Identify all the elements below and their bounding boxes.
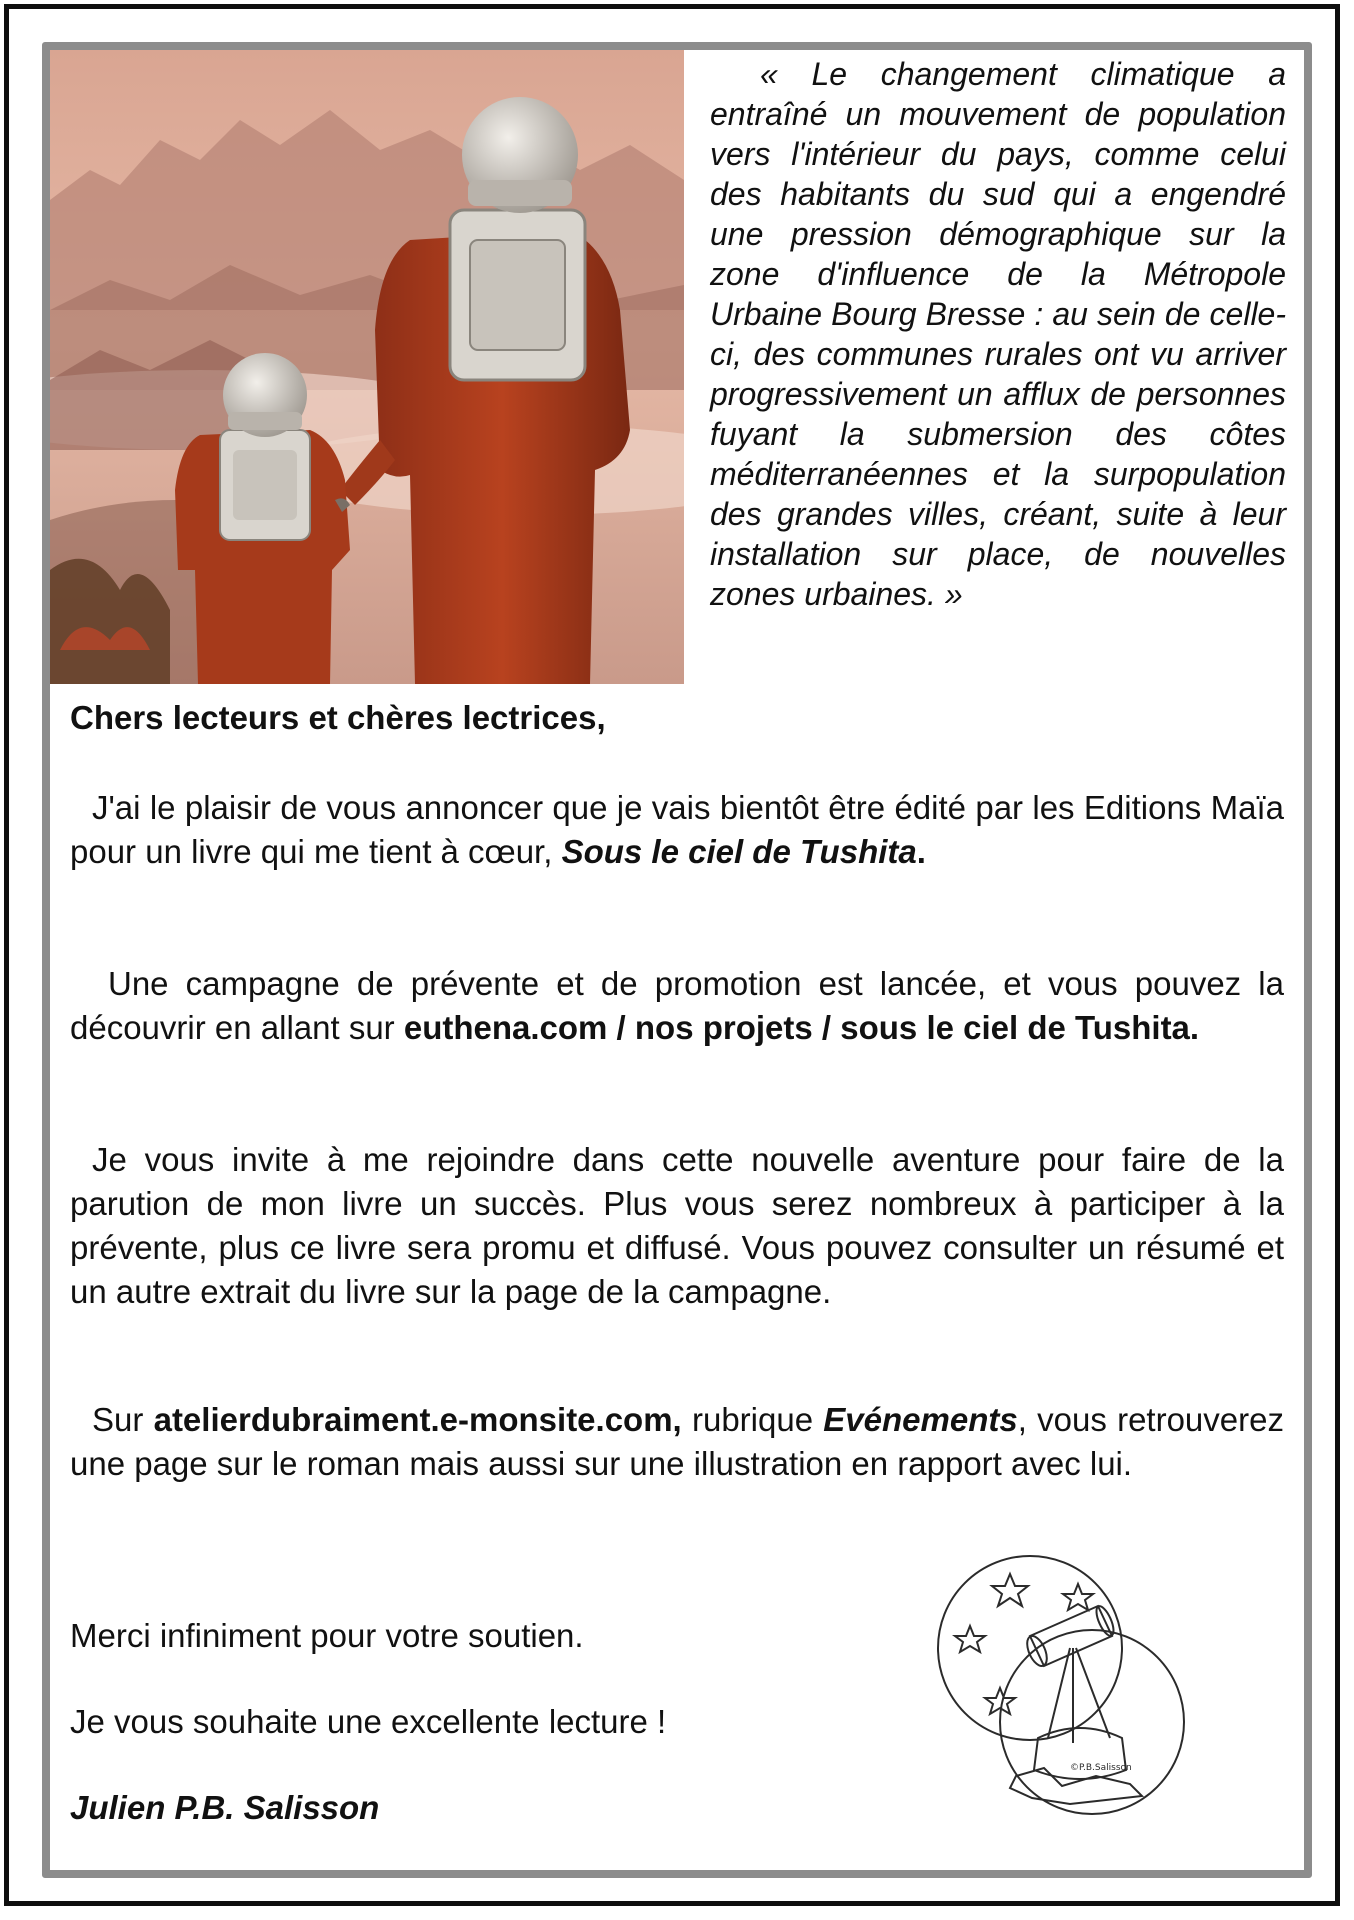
events-section: Evénements xyxy=(823,1401,1018,1438)
announcement-paragraph xyxy=(70,786,1284,874)
greeting: Chers lecteurs et chères lectrices, xyxy=(70,699,606,736)
thanks-line: Merci infiniment pour votre soutien. xyxy=(70,1617,584,1654)
campaign-text: Une campagne de prévente et de promotion est lancée, et vous pouvez la découvrir en allant sur xyxy=(70,965,1284,1046)
campaign-link[interactable]: euthena.com / nos projets / sous le ciel de Tushita. xyxy=(403,1009,1200,1046)
website-prefix: Sur xyxy=(92,1401,154,1438)
announcement-end: . xyxy=(916,833,926,870)
announcement-text: J'ai le plaisir de vous annoncer que je vais bientôt être édité par les Editions Maïa pour un livre qui me tient à cœur, xyxy=(70,789,1284,870)
website-link[interactable]: atelierdubraiment.e-monsite.com, xyxy=(153,1401,682,1438)
author-signature: Julien P.B. Salisson xyxy=(70,1789,380,1826)
wish-line: Je vous souhaite une excellente lecture ! xyxy=(70,1703,667,1740)
website-mid: rubrique xyxy=(681,1401,824,1438)
book-excerpt-quote: « Le changement climatique a entraîné un mouvement de population vers l'intérieur du pays, comme celui des habitants du sud qui a engendré une pression démographique sur la zone d'influence de la Métropole Urbaine Bourg Bresse : au sein de celle-ci, des communes rurales ont vu arriver progressivement un afflux de personnes fuyant la submersion des côtes méditerranéennes et la surpopulation des grandes villes, créant, suite à leur installation sur place, de nouvelles zones urbaines. » xyxy=(710,56,1286,612)
website-paragraph xyxy=(70,1398,1284,1486)
svg-text:©P.B.Salisson: ©P.B.Salisson xyxy=(1070,1763,1132,1773)
invitation-paragraph: Je vous invite à me rejoindre dans cette nouvelle aventure pour faire de la parution de mon livre un succès. Plus vous serez nombreux à participer à la prévente, plus ce livre sera promu et diffusé. Vous pouvez consulter un résumé et un autre extrait du livre sur la page de la campagne. xyxy=(70,1141,1284,1310)
campaign-paragraph xyxy=(70,962,1284,1050)
telescope-sketch xyxy=(920,1548,1196,1824)
book-title: Sous le ciel de Tushita xyxy=(561,833,917,870)
astronauts-illustration xyxy=(50,50,684,684)
website-end: , vous retrouverez une page sur le roman mais aussi sur une illustration en rapport avec lui. xyxy=(70,1401,1284,1482)
